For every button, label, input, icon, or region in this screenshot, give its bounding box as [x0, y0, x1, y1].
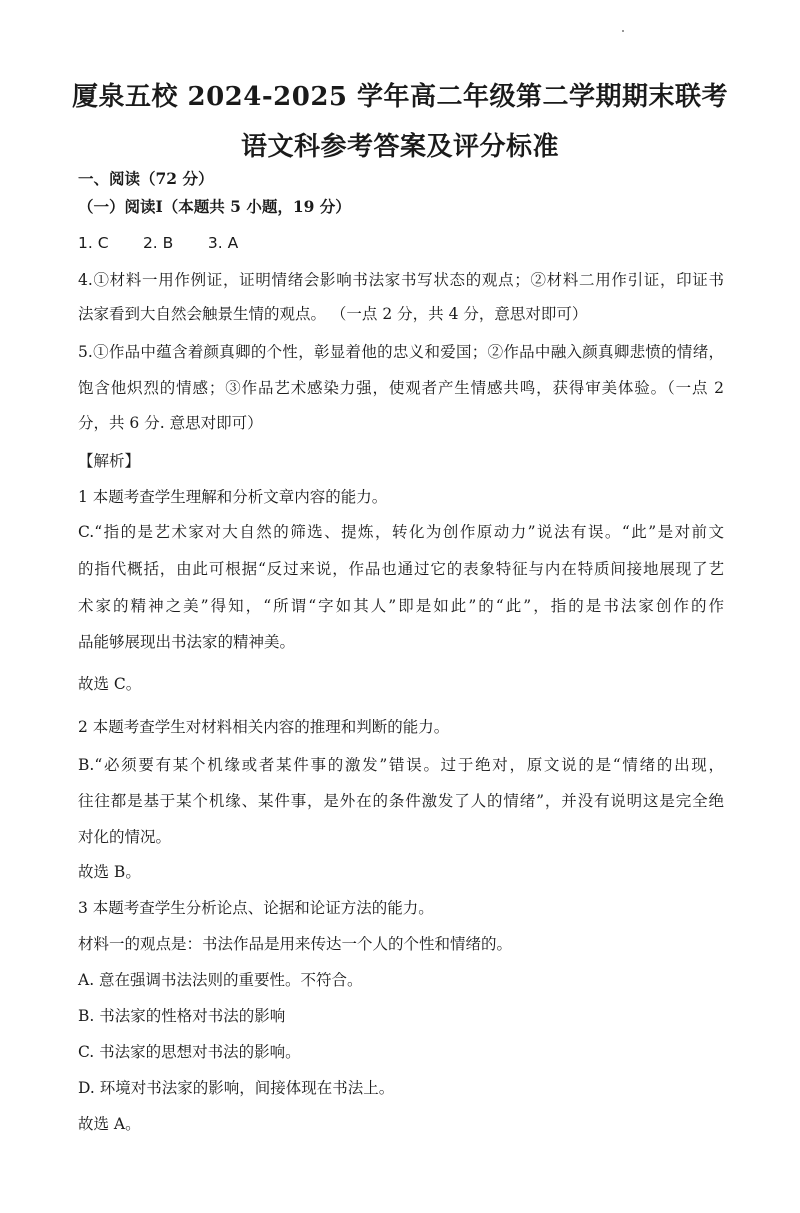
q1-intro: 1 本题考查学生理解和分析文章内容的能力。 — [78, 488, 388, 506]
document-subtitle: 语文科参考答案及评分标准 — [240, 132, 559, 162]
q2-body-line-3: 对化的情况。 — [78, 828, 172, 846]
q1-body-line-1: C.“指的是艺术家对大自然的筛选、提炼，转化为创作原动力”说法有误。“此”是对前文 — [78, 523, 724, 541]
q3-view: 材料一的观点是：书法作品是用来传达一个人的个性和情绪的。 — [78, 935, 513, 953]
q2-choice: 故选 B。 — [78, 863, 141, 881]
q2-intro: 2 本题考查学生对材料相关内容的推理和判断的能力。 — [78, 718, 450, 736]
section-heading: 一、阅读（72 分） — [78, 169, 214, 188]
q2-body-line-2: 往往都是基于某个机缘、某件事，是外在的条件激发了人的情绪”，并没有说明这是完全绝 — [78, 792, 724, 810]
q3-option-a: A. 意在强调书法法则的重要性。不符合。 — [78, 971, 363, 989]
answer-1: 1. C — [78, 234, 109, 252]
scan-speck — [622, 30, 624, 32]
q1-choice: 故选 C。 — [78, 675, 142, 693]
q5-line-3: 分，共 6 分. 意思对即可） — [78, 414, 263, 432]
mc-answers — [78, 233, 724, 253]
q5-line-1: 5.①作品中蕴含着颜真卿的个性，彰显着他的忠义和爱国；②作品中融入颜真卿悲愤的情绪， — [78, 343, 724, 361]
q1-body-line-2: 的指代概括，由此可根据“反过来说，作品也通过它的表象特征与内在特质间接地展现了艺 — [78, 560, 724, 578]
q4-line-1: 4.①材料一用作例证，证明情绪会影响书法家书写状态的观点；②材料二用作引证，印证书 — [78, 271, 724, 289]
q2-body-line-1: B.“必须要有某个机缘或者某件事的激发”错误。过于绝对，原文说的是“情绪的出现， — [78, 756, 724, 774]
q1-body-line-3: 术家的精神之美”得知，“所谓“字如其人”即是如此”的“此”，指的是书法家创作的作 — [78, 597, 724, 615]
q4-line-2: 法家看到大自然会触景生情的观点。 （一点 2 分，共 4 分，意思对即可） — [78, 305, 588, 323]
q3-choice: 故选 A。 — [78, 1115, 141, 1133]
answer-2: 2. B — [142, 234, 174, 252]
answer-3: 3. A — [207, 234, 239, 252]
analysis-label: 【解析】 — [78, 452, 141, 470]
q3-option-d: D. 环境对书法家的影响，间接体现在书法上。 — [78, 1079, 395, 1097]
document-title: 厦泉五校 2024-2025 学年高二年级第二学期期末联考 — [71, 82, 729, 112]
q3-option-c: C. 书法家的思想对书法的影响。 — [78, 1043, 301, 1061]
q3-option-b: B. 书法家的性格对书法的影响 — [78, 1007, 286, 1025]
q1-body-line-4: 品能够展现出书法家的精神美。 — [78, 633, 296, 651]
q5-line-2: 饱含他炽烈的情感；③作品艺术感染力强，使观者产生情感共鸣，获得审美体验。（一点 2 — [78, 379, 724, 397]
subsection-heading: （一）阅读Ⅰ（本题共 5 小题，19 分） — [78, 197, 351, 216]
q3-intro: 3 本题考查学生分析论点、论据和论证方法的能力。 — [78, 899, 434, 917]
